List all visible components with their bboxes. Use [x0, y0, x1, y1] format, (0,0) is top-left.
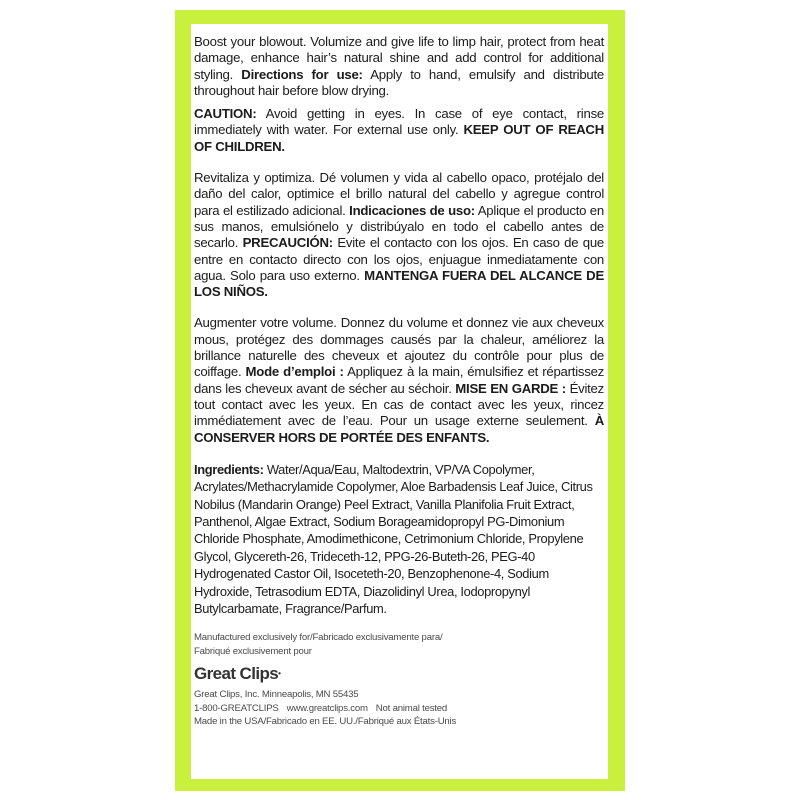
english-directions-label: Directions for use:: [241, 66, 363, 82]
label-text-panel: [191, 24, 608, 779]
spanish-caution-label: PRECAUCIÓN:: [242, 235, 333, 251]
contact-line: [194, 702, 604, 715]
spanish-keep-out: MANTENGA FUERA DEL ALCANCE DE LOS NIÑOS.: [194, 267, 604, 300]
french-body: Augmenter votre volume. Donnez du volume et donnez vie aux cheveux mous, protégez des dommages causés par la chaleur, améliorez la brillance naturelle des cheveux et ajoutez du contrôle pour plus de coiffage.: [194, 315, 604, 380]
phone-number: 1-800-GREATCLIPS: [194, 702, 279, 714]
spanish-body: Revitaliza y optimiza. Dé volumen y vida al cabello opaco, protéjalo del daño del calor, optimice el brillo natural del cabello y agregue control para el estilizado adicional.: [194, 170, 604, 218]
logo-mark: •: [278, 669, 281, 679]
manufacturer-address: Great Clips, Inc. Minneapolis, MN 55435: [194, 689, 359, 701]
english-caution: [194, 106, 604, 155]
english-keep-out: KEEP OUT OF REACH OF CHILDREN.: [194, 122, 604, 154]
english-directions-text: Apply to hand, emulsify and distribute throughout hair before blow drying.: [194, 66, 605, 98]
english-section: [194, 34, 604, 99]
logo-text: Great Clips: [194, 664, 279, 684]
website: www.greatclips.com: [286, 702, 368, 714]
spanish-directions-text: Aplique el producto en sus manos, emulsiónelo y distribúyalo en todo el cabello antes de secarlo.: [194, 202, 604, 251]
great-clips-logo: [194, 664, 604, 684]
english-caution-label: CAUTION:: [194, 106, 257, 122]
french-directions-label: Mode d’emploi :: [245, 364, 344, 380]
french-keep-out: À CONSERVER HORS DE PORTÉE DES ENFANTS.: [194, 413, 604, 445]
french-caution-text: Évitez tout contact avec les yeux. En cas de contact avec les yeux, rincez immédiatement avec de l’eau. Pour un usage externe seulement.: [194, 380, 604, 429]
animal-note: Not animal tested: [375, 702, 448, 714]
french-directions-text: Appliquez à la main, émulsifiez et répartissez dans les cheveux avant de sécher au séchoir.: [194, 364, 604, 396]
manufacturer-line-1: Manufactured exclusively for/Fabricado exclusivamente para/: [194, 632, 443, 644]
ingredients-label: Ingredients:: [194, 461, 264, 477]
english-body: Boost your blowout. Volumize and give life to limp hair, protect from heat damage, enhance hair’s natural shine and add control for additional styling.: [194, 34, 604, 82]
manufacturer-block: [194, 631, 604, 728]
french-section: [194, 315, 604, 445]
ingredients-text: Water/Aqua/Eau, Maltodextrin, VP/VA Copolymer, Acrylates/Methacrylamide Copolymer, Aloe Barbadensis Leaf Juice, Citrus Nobilus (Mandarin Orange) Peel Extract, Vanilla Planifolia Fruit Extract, Panthenol, Algae Extract, Sodium Borageamidopropyl PG-Dimonium Chloride Phosphate, Amodimethicone, Cetrimonium Chloride, Propylene Glycol, Glycereth-26, Trideceth-12, PPG-26-Buteth-26, PEG-40 Hydrogenated Castor Oil, Isoceteth-20, Benzophenone-4, Sodium Hydroxide, Tetrasodium EDTA, Diazolidinyl Urea, Iodopropynyl Butylcarbamate, Fragrance/Parfum.: [194, 461, 593, 617]
green-label-border: [175, 10, 625, 791]
french-caution-label: MISE EN GARDE :: [455, 380, 566, 396]
english-caution-text: Avoid getting in eyes. In case of eye contact, rinse immediately with water. For external use only.: [194, 106, 604, 138]
made-in-line: Made in the USA/Fabricado en EE. UU./Fabriqué aux États-Unis: [194, 716, 457, 728]
spanish-section: [194, 170, 604, 300]
ingredients-list: [194, 461, 604, 618]
spanish-caution-text: Evite el contacto con los ojos. En caso de que entre en contacto directo con los ojos, enjuague inmediatamente con agua. Solo para uso externo.: [194, 235, 605, 283]
spanish-directions-label: Indicaciones de uso:: [349, 202, 475, 218]
manufacturer-line-2: Fabriqué exclusivement pour: [194, 645, 312, 657]
